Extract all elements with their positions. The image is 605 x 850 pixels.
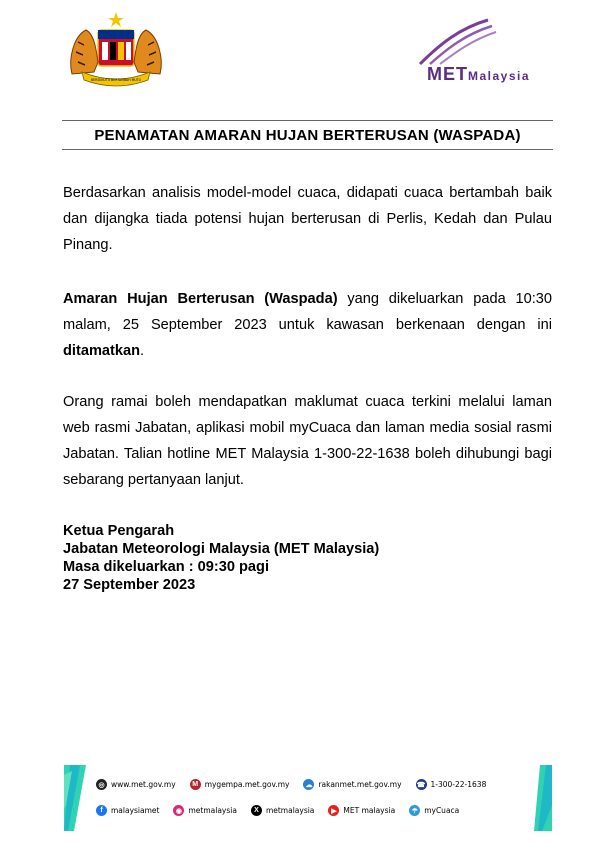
footer-link-instagram[interactable] [173, 805, 236, 816]
met-logo-text: METMalaysia [427, 64, 531, 84]
signature-title: Ketua Pengarah [63, 523, 175, 539]
title-box [62, 120, 553, 150]
footer-link-facebook[interactable] [96, 805, 159, 816]
footer-link-mygempa[interactable] [190, 779, 290, 790]
paragraph-2-body: yang dikeluarkan pada 10:30 malam, 25 September 2023 untuk kawasan berkenaan dengan ini [63, 291, 552, 333]
footer-link-globe[interactable] [96, 779, 176, 790]
phone-icon: ☎ [416, 779, 427, 790]
crest-motto: BERSEKUTU BERTAMBAH MUTU [90, 78, 142, 82]
footer-link-text: 1-300-22-1638 [430, 780, 487, 789]
footer-link-text: www.met.gov.my [111, 780, 176, 789]
paragraph-2 [63, 286, 552, 364]
footer-link-x[interactable] [251, 805, 314, 816]
paragraph-2-end: . [140, 343, 145, 359]
footer-row-contact [96, 779, 500, 790]
mycuaca-icon: ☂ [409, 805, 420, 816]
issue-date: 27 September 2023 [63, 577, 196, 593]
signature-department: Jabatan Meteorologi Malaysia (MET Malaysia) [63, 541, 380, 557]
signature-block [63, 522, 379, 594]
warning-name: Amaran Hujan Berterusan (Waspada) [63, 291, 338, 307]
facebook-icon: f [96, 805, 107, 816]
footer-link-text: malaysiamet [111, 806, 160, 815]
terminated-word: ditamatkan [63, 343, 141, 359]
malaysia-coat-of-arms-logo [64, 12, 168, 90]
footer-link-mycuaca[interactable] [409, 805, 459, 816]
paragraph-1: Berdasarkan analisis model-model cuaca, didapati cuaca bertambah baik dan dijangka tiada potensi hujan berterusan di Perlis, Kedah dan Pulau Pinang. [63, 185, 552, 253]
footer-link-youtube[interactable] [328, 805, 395, 816]
page-title: PENAMATAN AMARAN HUJAN BERTERUSAN (WASPADA) [94, 126, 521, 144]
footer-link-text: metmalaysia [265, 806, 315, 815]
footer-link-cloud[interactable] [303, 779, 401, 790]
met-malaysia-logo [400, 14, 560, 94]
issue-time: Masa dikeluarkan : 09:30 pagi [63, 559, 270, 575]
footer-link-text: rakanmet.met.gov.my [318, 780, 402, 789]
x-icon: X [251, 805, 262, 816]
footer-link-text: MET malaysia [343, 806, 396, 815]
globe-icon: ◎ [96, 779, 107, 790]
footer-background [64, 765, 552, 831]
footer-link-text: mygempa.met.gov.my [204, 780, 290, 789]
footer-row-social [96, 805, 473, 816]
footer-banner [64, 765, 552, 831]
mygempa-icon: M [190, 779, 201, 790]
cloud-icon: ☁ [303, 779, 314, 790]
youtube-icon: ▶ [328, 805, 339, 816]
paragraph-3: Orang ramai boleh mendapatkan maklumat cuaca terkini melalui laman web rasmi Jabatan, aplikasi mobil myCuaca dan laman media sosial rasmi Jabatan. Talian hotline MET Malaysia 1-300-22-1638 boleh dihubungi bagi sebarang pertanyaan lanjut. [63, 394, 552, 488]
footer-link-phone[interactable] [416, 779, 487, 790]
footer-link-text: metmalaysia [188, 806, 237, 815]
footer-link-text: myCuaca [424, 806, 460, 815]
instagram-icon: ◉ [173, 805, 184, 816]
